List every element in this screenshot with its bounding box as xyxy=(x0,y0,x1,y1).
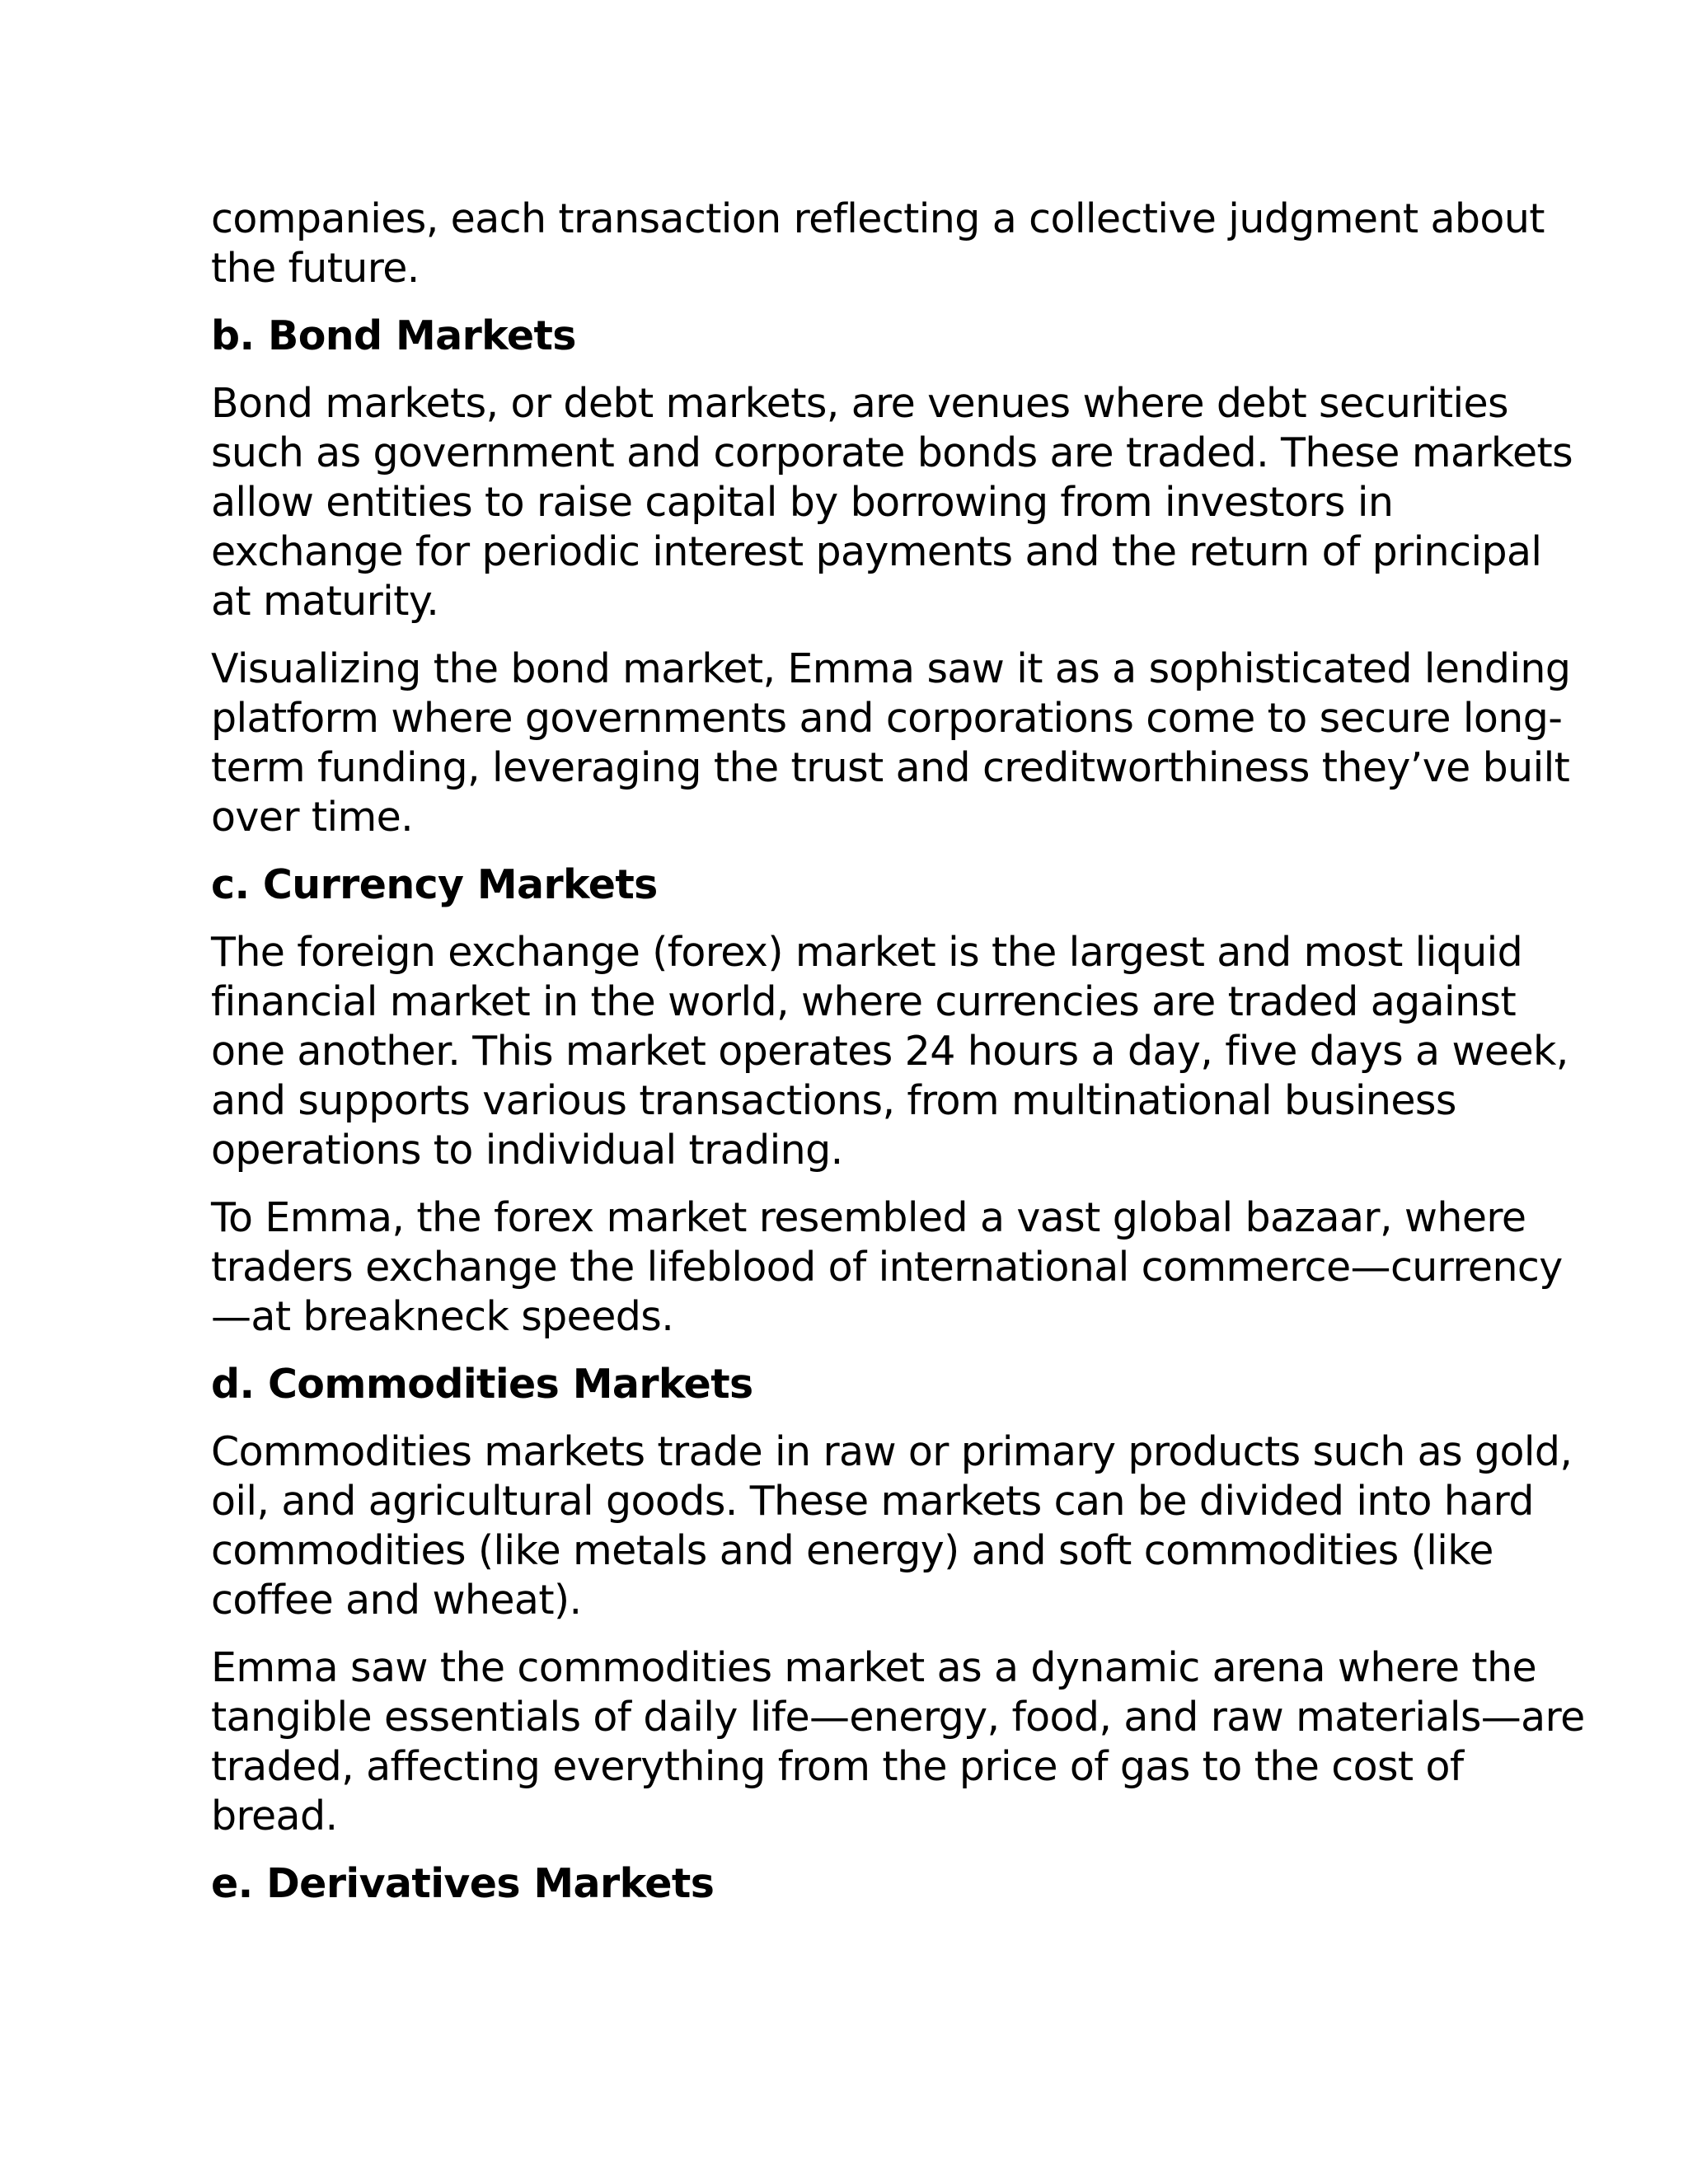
text-line: bread. xyxy=(211,1793,338,1840)
paragraph-currency-emma xyxy=(211,1193,1563,1342)
section-heading-currency-markets xyxy=(211,860,1497,910)
paragraph-stock-continuation xyxy=(211,194,1545,293)
text-line: and supports various transactions, from multinational business xyxy=(211,1077,1456,1124)
text-line: such as government and corporate bonds are traded. These markets xyxy=(211,429,1573,476)
paragraph-currency-definition xyxy=(211,928,1568,1175)
text-line: The foreign exchange (forex) market is the largest and most liquid xyxy=(211,929,1523,976)
text-line: allow entities to raise capital by borrowing from investors in xyxy=(211,479,1394,526)
heading-text: e. Derivatives Markets xyxy=(211,1860,715,1907)
text-line: over time. xyxy=(211,794,414,841)
text-line: coffee and wheat). xyxy=(211,1577,582,1624)
text-line: at maturity. xyxy=(211,578,439,625)
text-line: Bond markets, or debt markets, are venues where debt securities xyxy=(211,380,1508,427)
text-line: Emma saw the commodities market as a dynamic arena where the xyxy=(211,1644,1537,1691)
text-line: platform where governments and corporations come to secure long- xyxy=(211,695,1563,742)
text-line: operations to individual trading. xyxy=(211,1127,843,1174)
text-line: tangible essentials of daily life—energy, food, and raw materials—are xyxy=(211,1694,1585,1741)
heading-text: b. Bond Markets xyxy=(211,312,576,359)
text-line: companies, each transaction reflecting a collective judgment about xyxy=(211,195,1545,242)
paragraph-commodities-emma xyxy=(211,1643,1585,1841)
text-line: traded, affecting everything from the price of gas to the cost of xyxy=(211,1743,1464,1790)
text-line: exchange for periodic interest payments and the return of principal xyxy=(211,528,1542,575)
heading-text: d. Commodities Markets xyxy=(211,1361,753,1408)
document-page xyxy=(211,194,1585,1927)
text-line: traders exchange the lifeblood of international commerce—currency xyxy=(211,1244,1563,1291)
text-line: To Emma, the forex market resembled a vast global bazaar, where xyxy=(211,1194,1526,1241)
text-line: the future. xyxy=(211,245,420,292)
paragraph-commodities-definition xyxy=(211,1427,1573,1625)
text-line: term funding, leveraging the trust and creditworthiness they’ve built xyxy=(211,744,1570,791)
paragraph-bond-emma xyxy=(211,644,1571,842)
text-line: oil, and agricultural goods. These markets can be divided into hard xyxy=(211,1478,1534,1525)
section-heading-commodities-markets xyxy=(211,1360,1497,1409)
section-heading-bond-markets xyxy=(211,312,1497,361)
text-line: —at breakneck speeds. xyxy=(211,1293,674,1340)
paragraph-bond-definition xyxy=(211,379,1573,626)
section-heading-derivatives-markets xyxy=(211,1859,1497,1909)
text-line: commodities (like metals and energy) and soft commodities (like xyxy=(211,1527,1493,1574)
text-line: one another. This market operates 24 hours a day, five days a week, xyxy=(211,1028,1568,1075)
text-line: financial market in the world, where currencies are traded against xyxy=(211,978,1517,1025)
text-line: Commodities markets trade in raw or primary products such as gold, xyxy=(211,1428,1573,1475)
text-line: Visualizing the bond market, Emma saw it as a sophisticated lending xyxy=(211,645,1571,692)
heading-text: c. Currency Markets xyxy=(211,861,658,908)
